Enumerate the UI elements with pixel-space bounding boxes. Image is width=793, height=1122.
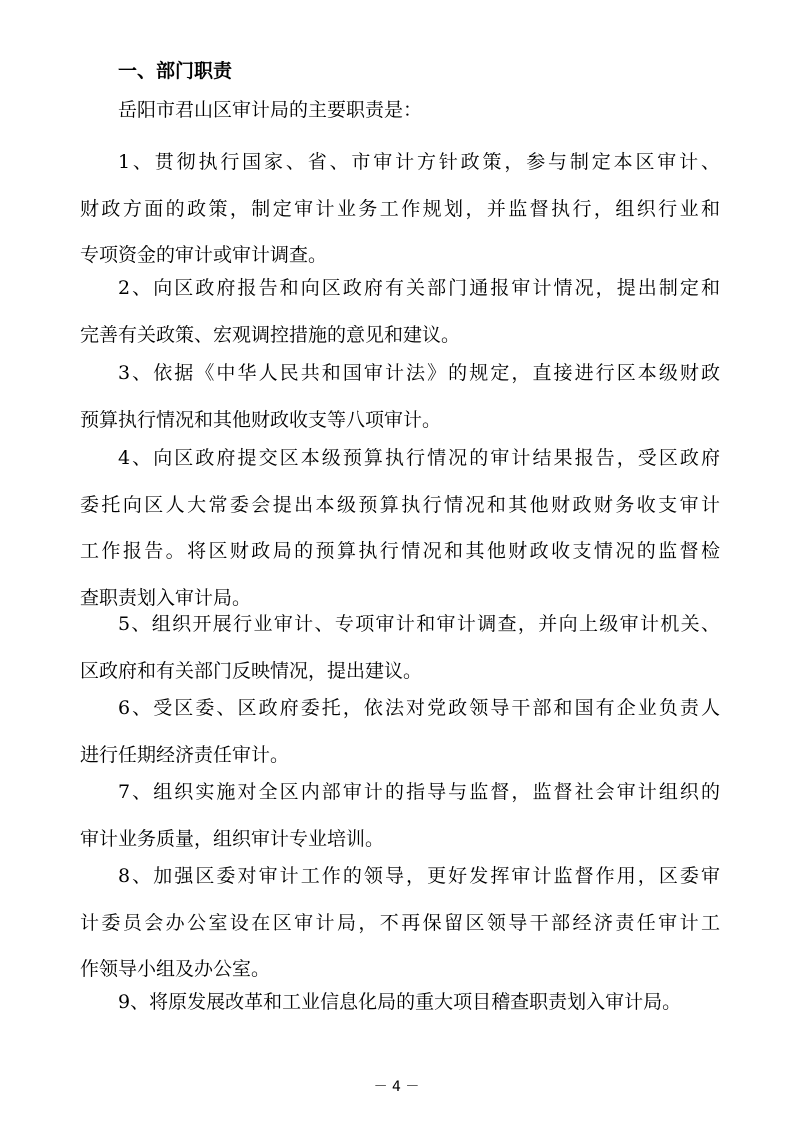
text-line: 完善有关政策、宏观调控措施的意见和建议。 bbox=[80, 323, 461, 346]
text-line: 5、组织开展行业审计、专项审计和审计调查，并向上级审计机关、 bbox=[118, 613, 720, 635]
duty-item bbox=[80, 350, 720, 443]
duty-item bbox=[80, 601, 720, 694]
text-line: 进行任期经济责任审计。 bbox=[80, 743, 290, 766]
text-line: 9、将原发展改革和工业信息化局的重大项目稽查职责划入审计局。 bbox=[118, 991, 682, 1013]
text-line: 6、受区委、区政府委托，依法对党政领导干部和国有企业负责人 bbox=[118, 697, 720, 719]
duty-item bbox=[80, 139, 720, 279]
text-line: 查职责划入审计局。 bbox=[80, 586, 252, 609]
duty-item bbox=[80, 853, 720, 993]
section-heading: 一、部门职责 bbox=[118, 60, 233, 82]
text-line: 7、组织实施对全区内部审计的指导与监督，监督社会审计组织的 bbox=[118, 781, 720, 803]
text-line: 2、向区政府报告和向区政府有关部门通报审计情况，提出制定和 bbox=[118, 277, 720, 299]
duty-item bbox=[80, 685, 720, 778]
text-line: 委托向区人大常委会提出本级预算执行情况和其他财政财务收支审计 bbox=[80, 493, 720, 516]
text-line: 区政府和有关部门反映情况，提出建议。 bbox=[80, 659, 423, 682]
text-line: 审计业务质量，组织审计专业培训。 bbox=[80, 827, 385, 850]
text-line: 财政方面的政策，制定审计业务工作规划，并监督执行，组织行业和 bbox=[80, 197, 720, 220]
text-line: 3、依据《中华人民共和国审计法》的规定，直接进行区本级财政 bbox=[118, 362, 720, 384]
duty-item bbox=[80, 435, 720, 621]
text-line: 计委员会办公室设在区审计局，不再保留区领导干部经济责任审计工 bbox=[80, 911, 720, 934]
text-line: 专项资金的审计或审计调查。 bbox=[80, 244, 328, 266]
text-line: 工作报告。将区财政局的预算执行情况和其他财政收支情况的监督检 bbox=[80, 540, 720, 562]
text-line: 预算执行情况和其他财政收支等八项审计。 bbox=[80, 408, 442, 431]
text-line: 1、贯彻执行国家、省、市审计方针政策，参与制定本区审计、 bbox=[118, 151, 720, 173]
text-line: 8、加强区委对审计工作的领导，更好发挥审计监督作用，区委审 bbox=[118, 865, 720, 887]
intro-text: 岳阳市君山区审计局的主要职责是： bbox=[118, 99, 423, 121]
duty-item bbox=[80, 265, 720, 358]
page-number: － 4 － bbox=[373, 1079, 420, 1095]
text-line: 作领导小组及办公室。 bbox=[80, 958, 271, 980]
duty-item bbox=[80, 769, 720, 862]
duty-item bbox=[80, 979, 720, 1026]
text-line: 4、向区政府提交区本级预算执行情况的审计结果报告，受区政府 bbox=[118, 447, 720, 469]
